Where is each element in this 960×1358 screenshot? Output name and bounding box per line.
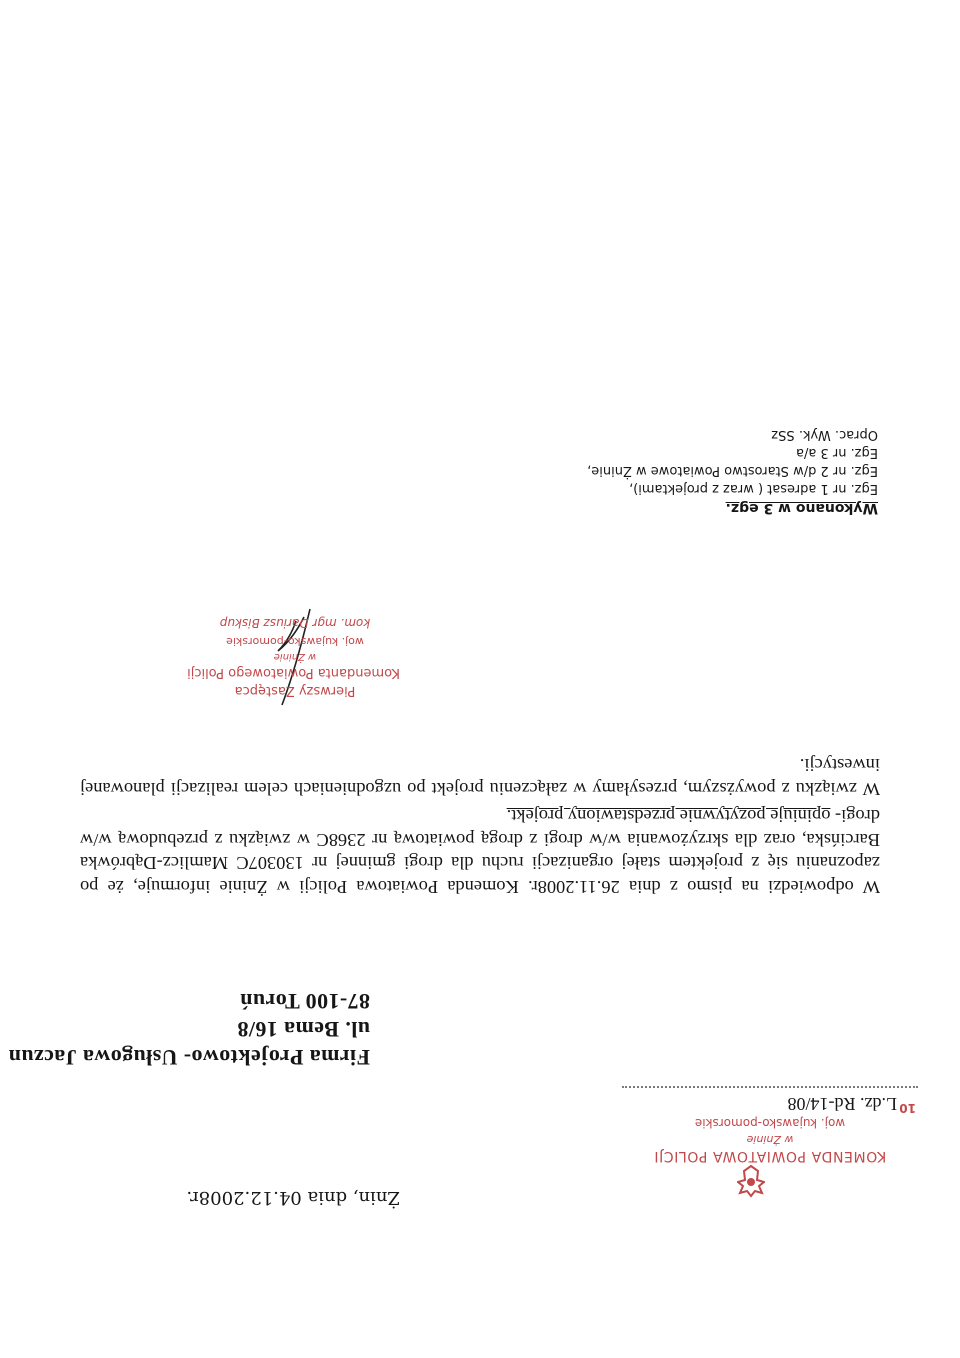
distribution-item: Egz. nr 3 a/a: [796, 445, 878, 460]
police-eagle-emblem-icon: [737, 1164, 765, 1198]
dotted-divider: [622, 1086, 918, 1088]
stamp-town: w Żninie: [746, 1133, 794, 1146]
letter-date: Żnin, dnia 04.12.2008r.: [186, 1187, 400, 1208]
distribution-item: Egz. nr 2 d/w Starostwo Powiatowe w Żninie,: [587, 463, 878, 478]
reference-number: L.dz. Rd-14/08: [787, 1094, 897, 1114]
body-paragraph-1-text: W odpowiedzi na pismo z dnia 26.11.2008r. Komenda Powiatowa Policji w Żninie informuje, że po zapoznaniu się z projektem stałej organizacji ruchu dla drogi gminnej nr 130307C Mamlicz-Dąbrówka Barcińska, oraz dla skrzyżowania w/w drogi z drogą powiatową nr 2368C w związku z przebudową w/w drogi-: [80, 806, 880, 897]
body-paragraph-2: W związku z powyższym, przesyłamy w załączeniu projekt po uzgodnieniach celem realizacji planowanej inwestycji.: [80, 755, 880, 799]
signature-stamp-name: kom. mgr Dariusz Biskup: [219, 616, 371, 630]
addressee-line-street: ul. Bema 16/8: [237, 1017, 370, 1042]
stamp-institution-title: KOMENDA POWIATOWA POLICJI: [653, 1148, 887, 1164]
stamp-number: 10: [899, 1101, 916, 1115]
distribution-item: Egz. nr 1 adresat ( wraz z projektami),: [629, 481, 878, 496]
stamp-voivodeship: woj. kujawsko-pomorskie: [694, 1116, 846, 1130]
body-paragraph-1: [80, 804, 880, 898]
signature-stamp-town: w Żninie: [273, 651, 317, 662]
copies-heading: Wykonano w 3 egz.: [725, 500, 878, 516]
signature-stamp-voivodeship: woj. kujawsko-pomorskie: [226, 635, 364, 648]
letter-body: [80, 749, 880, 898]
addressee-line-city: 87-100 Toruń: [239, 989, 370, 1014]
distribution-item: Oprac. Wyk. SSz: [771, 427, 878, 442]
signature-stamp-institution: Komendanta Powiatowego Policji: [187, 665, 400, 680]
addressee-line-company: Firma Projektowo- Usługowa Jaczun: [8, 1045, 370, 1070]
body-paragraph-1-opinion: opiniuje pozytywnie przedstawiony projekt.: [506, 806, 831, 827]
signature-stamp-title: Pierwszy Zastępca: [234, 683, 356, 698]
